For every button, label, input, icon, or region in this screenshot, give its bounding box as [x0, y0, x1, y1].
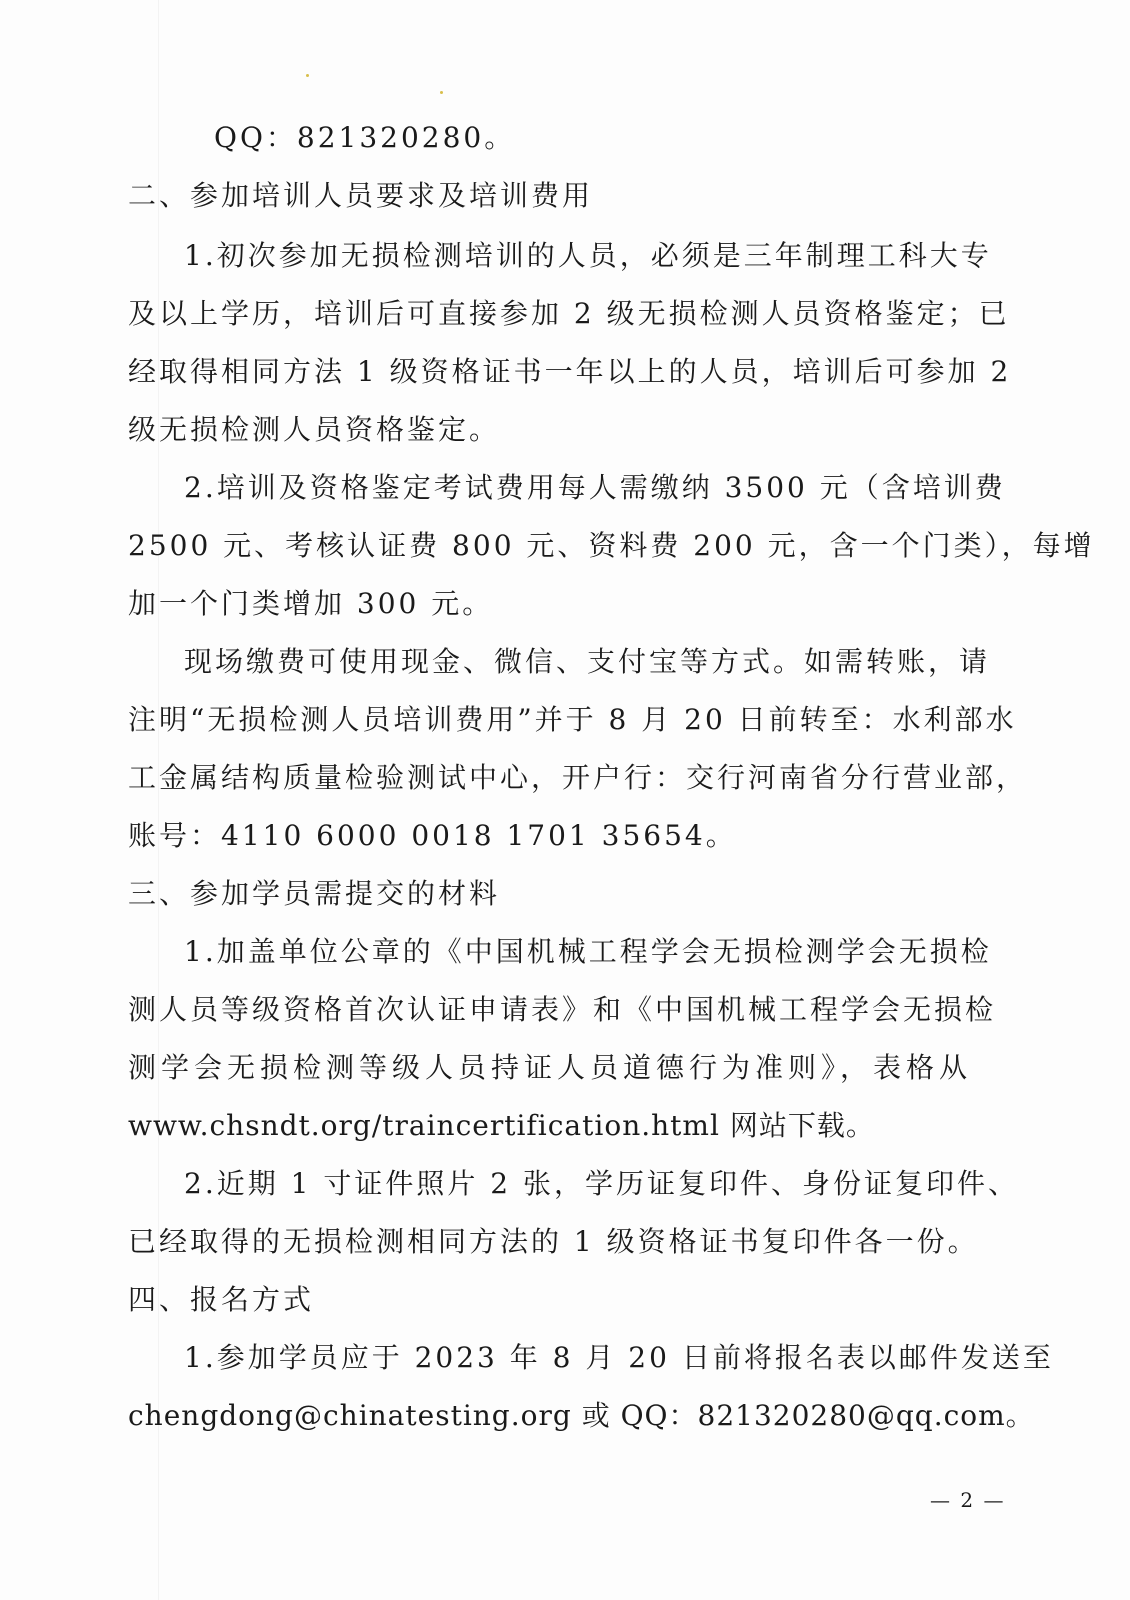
page-number: — 2 —: [930, 1488, 1006, 1512]
body-line: 现场缴费可使用现金、微信、支付宝等方式。如需转账，请: [184, 645, 991, 678]
body-line: www.chsndt.org/traincertification.html 网站下载。: [128, 1109, 875, 1142]
body-line: 账号：4110 6000 0018 1701 35654。: [128, 819, 737, 852]
body-line: 测人员等级资格首次认证申请表》和《中国机械工程学会无损检: [128, 993, 997, 1026]
body-line: 及以上学历，培训后可直接参加 2 级无损检测人员资格鉴定；已: [128, 297, 1010, 330]
section-heading: 三、参加学员需提交的材料: [128, 877, 501, 910]
scan-speck: [440, 91, 443, 94]
body-line: 1.加盖单位公章的《中国机械工程学会无损检测学会无损检: [184, 935, 992, 968]
body-line: 1.参加学员应于 2023 年 8 月 20 日前将报名表以邮件发送至: [184, 1341, 1054, 1374]
body-line: 2500 元、考核认证费 800 元、资料费 200 元，含一个门类），每增: [128, 529, 1095, 562]
body-line: 工金属结构质量检验测试中心，开户行：交行河南省分行营业部，: [128, 761, 1028, 794]
body-line: 2.培训及资格鉴定考试费用每人需缴纳 3500 元（含培训费: [184, 471, 1006, 504]
body-line: 加一个门类增加 300 元。: [128, 587, 494, 620]
body-line: 注明“无损检测人员培训费用”并于 8 月 20 日前转至：水利部水: [128, 703, 1017, 736]
section-heading: 二、参加培训人员要求及培训费用: [128, 179, 594, 212]
body-line: 经取得相同方法 1 级资格证书一年以上的人员，培训后可参加 2: [128, 355, 1012, 388]
scan-edge-shadow: [158, 0, 159, 1600]
body-line: chengdong@chinatesting.org 或 QQ：821320280@qq.com。: [128, 1399, 1035, 1432]
body-line: QQ：821320280。: [214, 121, 516, 154]
section-heading: 四、报名方式: [128, 1283, 315, 1316]
scan-speck: [306, 74, 309, 77]
body-line: 已经取得的无损检测相同方法的 1 级资格证书复印件各一份。: [128, 1225, 979, 1258]
body-line: 2.近期 1 寸证件照片 2 张，学历证复印件、身份证复印件、: [184, 1167, 1019, 1200]
body-line: 级无损检测人员资格鉴定。: [128, 413, 501, 446]
body-line: 测学会无损检测等级人员持证人员道德行为准则》，表格从: [128, 1051, 970, 1084]
body-line: 1.初次参加无损检测培训的人员，必须是三年制理工科大专: [184, 239, 992, 272]
